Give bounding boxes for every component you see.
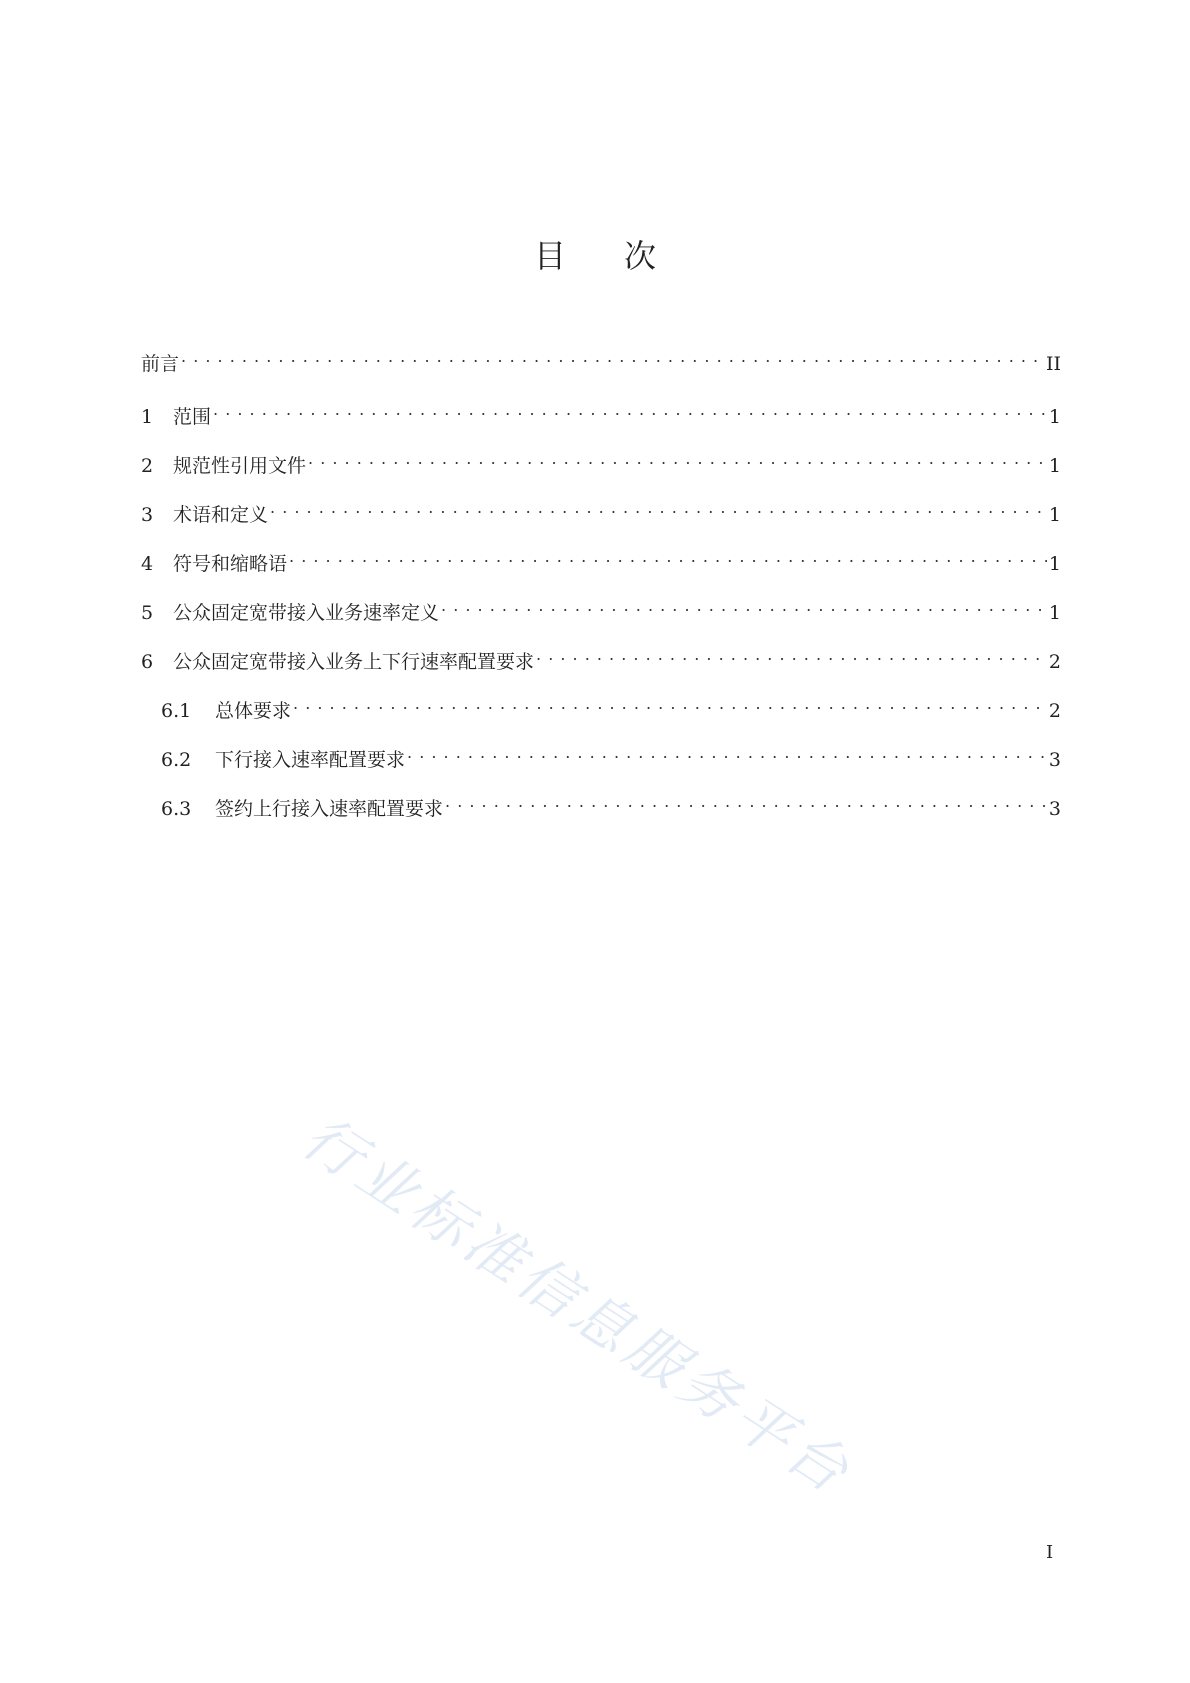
page-title-char-1: 目	[533, 237, 566, 275]
toc-entry-page: II	[1045, 353, 1061, 375]
toc-entry-label: 术语和定义	[173, 504, 269, 526]
toc-entry-number: 6	[141, 651, 154, 673]
toc-entry-number: 6.2	[161, 749, 192, 771]
toc-leader-dots	[308, 446, 1047, 472]
watermark: 行业标准信息服务平台	[290, 1102, 865, 1509]
toc-entry-label: 范围	[173, 406, 212, 428]
toc-entry-1[interactable]	[141, 397, 1061, 428]
toc-entry-page: 1	[1048, 406, 1061, 428]
toc-entry-page: 2	[1048, 651, 1061, 673]
toc-entry-6-1[interactable]	[161, 691, 1061, 722]
toc-entry-label: 下行接入速率配置要求	[215, 749, 406, 771]
toc-entry-number: 1	[141, 406, 154, 428]
toc-entry-6-3[interactable]	[161, 789, 1061, 820]
toc-entry-page: 3	[1048, 798, 1061, 820]
page-title	[0, 236, 1190, 276]
toc-entry-label: 公众固定宽带接入业务速率定义	[173, 602, 440, 624]
toc-entry-page: 1	[1048, 553, 1061, 575]
toc-entry-4[interactable]	[141, 544, 1061, 575]
toc-leader-dots	[536, 642, 1047, 668]
toc-entry-page: 3	[1048, 749, 1061, 771]
toc-leader-dots	[289, 544, 1047, 570]
toc-entry-5[interactable]	[141, 593, 1061, 624]
toc-leader-dots	[407, 740, 1047, 766]
toc-leader-dots	[293, 691, 1047, 717]
page-title-char-2: 次	[624, 237, 657, 275]
toc-entry-label: 总体要求	[215, 700, 292, 722]
toc-entry-number: 3	[141, 504, 154, 526]
toc-entry-foreword[interactable]	[141, 344, 1061, 375]
toc-entry-number: 5	[141, 602, 154, 624]
toc-entry-page: 1	[1048, 602, 1061, 624]
toc-leader-dots	[270, 495, 1047, 521]
toc-entry-page: 1	[1048, 455, 1061, 477]
toc-leader-dots	[181, 344, 1044, 370]
toc-entry-number: 2	[141, 455, 154, 477]
toc-entry-label: 规范性引用文件	[173, 455, 307, 477]
toc-entry-label: 签约上行接入速率配置要求	[215, 798, 444, 820]
toc-entry-number: 6.1	[161, 700, 192, 722]
toc-entry-number: 4	[141, 553, 154, 575]
toc-entry-label: 符号和缩略语	[173, 553, 288, 575]
toc-entry-6[interactable]	[141, 642, 1061, 673]
toc-entry-6-2[interactable]	[161, 740, 1061, 771]
toc-entry-3[interactable]	[141, 495, 1061, 526]
toc-entry-page: 2	[1048, 700, 1061, 722]
toc-leader-dots	[445, 789, 1047, 815]
toc-entry-label: 前言	[141, 353, 180, 375]
toc-entry-label: 公众固定宽带接入业务上下行速率配置要求	[173, 651, 535, 673]
toc-entry-2[interactable]	[141, 446, 1061, 477]
toc-entry-number: 6.3	[161, 798, 192, 820]
toc-entry-page: 1	[1048, 504, 1061, 526]
page-number: I	[1046, 1542, 1054, 1563]
toc-leader-dots	[441, 593, 1047, 619]
toc-leader-dots	[213, 397, 1047, 423]
